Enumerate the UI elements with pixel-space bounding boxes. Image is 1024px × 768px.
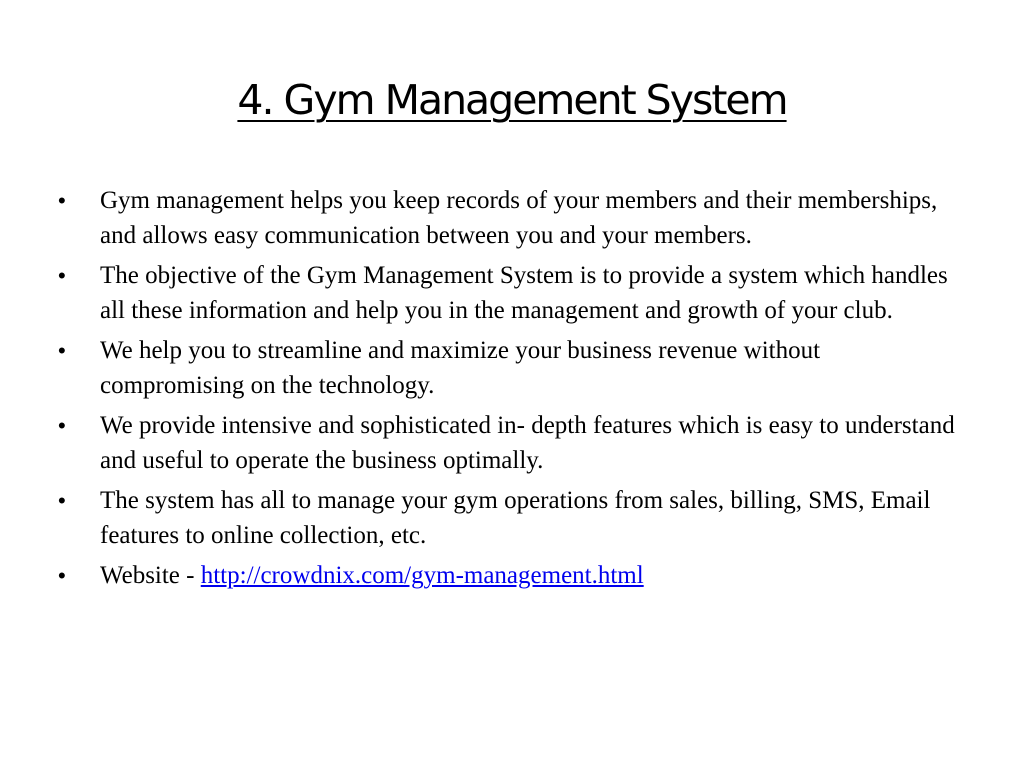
- bullet-item: [58, 259, 958, 328]
- bullet-icon: •: [58, 263, 66, 288]
- website-prefix: Website -: [100, 562, 201, 589]
- bullet-item: [58, 409, 958, 478]
- bullet-item-website: [58, 559, 958, 594]
- bullet-text: The objective of the Gym Management System is to provide a system which handles all these information and help you in the management and growth of your club.: [100, 262, 948, 324]
- bullet-text: We provide intensive and sophisticated in- depth features which is easy to understand and useful to operate the business optimally.: [100, 412, 955, 474]
- bullet-text: Gym management helps you keep records of your members and their memberships, and allows easy communication between you and your members.: [100, 187, 938, 249]
- bullet-item: [58, 184, 958, 253]
- bullet-item: [58, 334, 958, 403]
- bullet-icon: •: [58, 188, 66, 213]
- slide-title: 4. Gym Management System: [237, 76, 787, 124]
- bullet-text: The system has all to manage your gym operations from sales, billing, SMS, Email features to online collection, etc.: [100, 487, 931, 549]
- bullet-text: We help you to streamline and maximize your business revenue without compromising on the technology.: [100, 337, 821, 399]
- bullet-icon: •: [58, 413, 66, 438]
- bullet-icon: •: [58, 338, 66, 363]
- website-link[interactable]: http://crowdnix.com/gym-management.html: [200, 562, 644, 589]
- bullet-list: [58, 184, 958, 600]
- title-container: [0, 70, 1024, 130]
- bullet-item: [58, 484, 958, 553]
- bullet-icon: •: [58, 563, 66, 588]
- bullet-icon: •: [58, 488, 66, 513]
